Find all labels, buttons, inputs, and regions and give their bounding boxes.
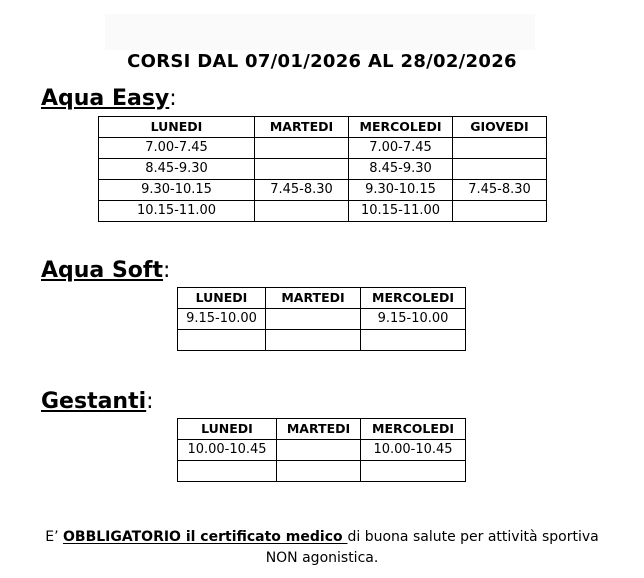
column-header-mercoledi: MERCOLEDI: [349, 117, 453, 138]
table-cell: [255, 201, 349, 222]
table-cell: [277, 440, 361, 461]
header-band: [105, 14, 535, 50]
table-cell: 10.15-11.00: [349, 201, 453, 222]
table-cell: 7.45-8.30: [453, 180, 547, 201]
table-header-row: [99, 117, 547, 138]
section-name: Aqua Easy: [41, 86, 170, 111]
note-emphasis: OBBLIGATORIO il certificato medico: [63, 529, 348, 545]
section-name: Gestanti: [41, 389, 147, 414]
column-header-lunedi: LUNEDI: [178, 288, 266, 309]
table-cell: 8.45-9.30: [99, 159, 255, 180]
table-header-row: [178, 288, 466, 309]
table-cell: 9.30-10.15: [99, 180, 255, 201]
note-prefix: E’: [45, 529, 63, 545]
page-title: CORSI DAL 07/01/2026 AL 28/02/2026: [127, 51, 517, 72]
column-header-giovedi: GIOVEDI: [453, 117, 547, 138]
table-cell: [361, 461, 466, 482]
table-cell: 10.00-10.45: [361, 440, 466, 461]
section-colon: :: [163, 258, 171, 283]
column-header-lunedi: LUNEDI: [178, 419, 277, 440]
column-header-martedi: MARTEDI: [277, 419, 361, 440]
table-cell: [178, 461, 277, 482]
table-cell: 9.30-10.15: [349, 180, 453, 201]
table-header-row: [178, 419, 466, 440]
table-cell: [453, 138, 547, 159]
medical-certificate-note: [0, 527, 644, 569]
table-cell: [453, 201, 547, 222]
table-cell: [266, 309, 361, 330]
table-row: [178, 309, 466, 330]
table-cell: 10.00-10.45: [178, 440, 277, 461]
table-cell: [178, 330, 266, 351]
table-cell: 9.15-10.00: [361, 309, 466, 330]
table-cell: 7.00-7.45: [99, 138, 255, 159]
column-header-martedi: MARTEDI: [255, 117, 349, 138]
schedule-table-gestanti: [177, 418, 466, 482]
column-header-lunedi: LUNEDI: [99, 117, 255, 138]
table-row: [99, 180, 547, 201]
note-rest: di buona salute per attività sportiva: [347, 529, 599, 545]
note-line-2: NON agonistica.: [265, 550, 379, 566]
table-cell: [277, 461, 361, 482]
column-header-mercoledi: MERCOLEDI: [361, 419, 466, 440]
table-cell: [453, 159, 547, 180]
table-cell: 7.45-8.30: [255, 180, 349, 201]
table-cell: [255, 159, 349, 180]
section-heading-aqua-soft: [41, 258, 170, 283]
table-cell: [266, 330, 361, 351]
table-cell: 8.45-9.30: [349, 159, 453, 180]
section-name: Aqua Soft: [41, 258, 163, 283]
schedule-table-aqua-soft: [177, 287, 466, 351]
table-row: [99, 138, 547, 159]
table-row: [178, 440, 466, 461]
section-colon: :: [146, 389, 154, 414]
section-heading-aqua-easy: [41, 86, 177, 111]
table-row: [178, 461, 466, 482]
table-cell: 9.15-10.00: [178, 309, 266, 330]
column-header-mercoledi: MERCOLEDI: [361, 288, 466, 309]
schedule-table-aqua-easy: [98, 116, 547, 222]
table-cell: [361, 330, 466, 351]
table-cell: 7.00-7.45: [349, 138, 453, 159]
section-heading-gestanti: [41, 389, 154, 414]
section-colon: :: [169, 86, 177, 111]
table-row: [99, 159, 547, 180]
table-row: [178, 330, 466, 351]
column-header-martedi: MARTEDI: [266, 288, 361, 309]
table-row: [99, 201, 547, 222]
table-cell: [255, 138, 349, 159]
table-cell: 10.15-11.00: [99, 201, 255, 222]
